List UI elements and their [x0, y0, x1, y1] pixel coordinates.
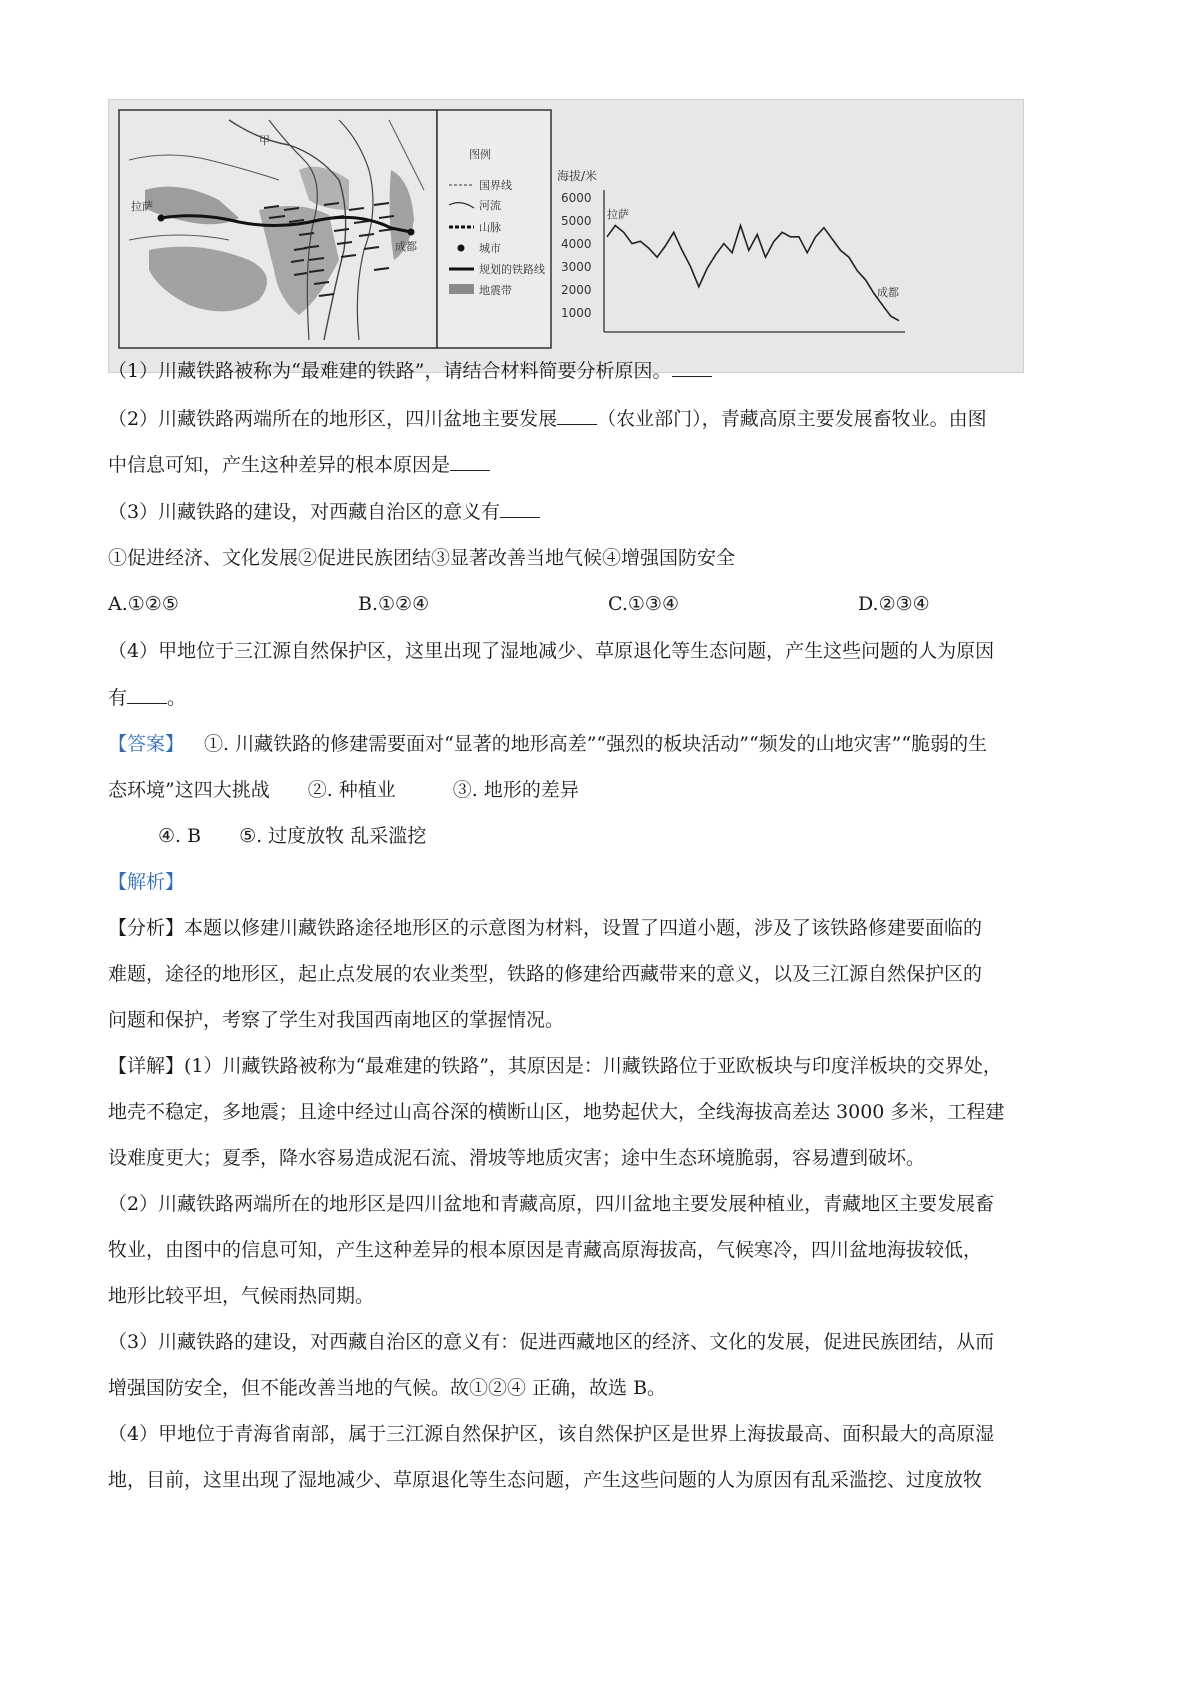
legend-item: 地震带: [479, 284, 512, 297]
legend-item: 河流: [479, 199, 501, 212]
profile-label-lhasa: 拉萨: [607, 208, 629, 221]
answer-blank: [500, 497, 540, 518]
question-4-line1: （4）甲地位于三江源自然保护区，这里出现了湿地减少、草原退化等生态问题，产生这些问题的人为原因: [108, 640, 995, 662]
option-c: C.①③④: [608, 593, 679, 615]
q3-text: （3）川藏铁路的建设，对西藏自治区的意义有: [108, 501, 501, 523]
elevation-profile: [557, 168, 905, 332]
detail-line: 地，目前，这里出现了湿地减少、草原退化等生态问题，产生这些问题的人为原因有乱采滥挖、过度放牧: [108, 1469, 983, 1491]
question-3: [108, 497, 1100, 526]
detail-line: 地壳不稳定，多地震；且途中经过山高谷深的横断山区，地势起伏大，全线海拔高差达 3000 多米，工程建: [108, 1101, 1005, 1123]
option-b: B.①②④: [358, 593, 430, 615]
answer-line3: ④. B ⑤. 过度放牧 乱采滥挖: [158, 825, 427, 847]
map-label-lhasa: 拉萨: [131, 200, 153, 213]
map-label-chengdu: 成都: [395, 240, 417, 253]
answer-label: 【答案】: [108, 733, 185, 755]
answer-blank: [557, 404, 597, 425]
ytick-label: 6000: [561, 191, 592, 205]
legend-item: 城市: [479, 242, 501, 255]
ytick-label: 5000: [561, 214, 592, 228]
q2-text-a: （2）川藏铁路两端所在的地形区，四川盆地主要发展: [108, 408, 558, 430]
answer-line2: 态环境”这四大挑战 ②. 种植业 ③. 地形的差异: [108, 779, 579, 801]
answer-blank: [672, 356, 712, 377]
detail-line: 设难度更大；夏季，降水容易造成泥石流、滑坡等地质灾害；途中生态环境脆弱，容易遭到破坏。: [108, 1147, 926, 1169]
q1-text: （1）川藏铁路被称为“最难建的铁路”，请结合材料简要分析原因。: [108, 360, 672, 382]
city-chengdu-dot: [408, 229, 415, 236]
legend-item: 山脉: [479, 221, 501, 234]
ytick-label: 4000: [561, 237, 592, 251]
detail-line: （2）川藏铁路两端所在的地形区是四川盆地和青藏高原，四川盆地主要发展种植业，青藏地区主要发展畜: [108, 1193, 995, 1215]
detail-line: 增强国防安全，但不能改善当地的气候。故①②④ 正确，故选 B。: [108, 1377, 667, 1399]
detail-line: 牧业，由图中的信息可知，产生这种差异的根本原因是青藏高原海拔高，气候寒冷，四川盆地海拔较低，: [108, 1239, 983, 1261]
question-2-line2: [108, 450, 1100, 479]
detail-line: （4）甲地位于青海省南部，属于三江源自然保护区，该自然保护区是世界上海拔最高、面积最大的高原湿: [108, 1423, 995, 1445]
legend-symbol-city: [458, 245, 465, 252]
answer-blank: [450, 450, 490, 471]
q4-end: 。: [167, 687, 187, 709]
ytick-label: 2000: [561, 283, 592, 297]
analysis-label: 【解析】: [108, 871, 185, 893]
option-a: A.①②⑤: [108, 593, 179, 615]
ytick-label: 3000: [561, 260, 592, 274]
legend-item: 规划的铁路线: [479, 263, 545, 276]
analysis-fenxi-2: 难题，途径的地形区，起止点发展的农业类型，铁路的修建给西藏带来的意义，以及三江源自然保护区的: [108, 963, 983, 985]
option-d: D.②③④: [858, 593, 930, 615]
question-4-line2: [108, 683, 1100, 712]
q4-text: 有: [108, 687, 128, 709]
answer-blank: [127, 683, 167, 704]
q2-text-b: （农业部门），青藏高原主要发展畜牧业。由图: [597, 408, 987, 430]
map-label-place-a: 甲: [259, 134, 270, 147]
ytick-label: 1000: [561, 306, 592, 320]
legend-symbol-earthquake: [449, 284, 474, 294]
analysis-fenxi-3: 问题和保护，考察了学生对我国西南地区的掌握情况。: [108, 1009, 565, 1031]
profile-ylabel: 海拔/米: [557, 169, 598, 183]
question-3-items: ①促进经济、文化发展②促进民族团结③显著改善当地气候④增强国防安全: [108, 547, 736, 569]
legend-title: 图例: [469, 148, 491, 161]
figure-svg: [109, 100, 1023, 372]
answer-line1: [108, 730, 1100, 758]
answer-text-1: ①. 川藏铁路的修建需要面对“显著的地形高差”“强烈的板块活动”“频发的山地灾害”“脆弱的生: [204, 733, 988, 755]
profile-line: [607, 226, 899, 321]
profile-label-chengdu: 成都: [877, 286, 899, 299]
analysis-fenxi-1: 【分析】本题以修建川藏铁路途径地形区的示意图为材料，设置了四道小题，涉及了该铁路修建要面临的: [108, 917, 983, 939]
question-1: [108, 356, 1100, 385]
legend-item: 国界线: [479, 179, 512, 192]
detail-line: 【详解】(1）川藏铁路被称为“最难建的铁路”，其原因是：川藏铁路位于亚欧板块与印度洋板块的交界处，: [108, 1055, 1002, 1077]
q2-text-c: 中信息可知，产生这种差异的根本原因是: [108, 454, 451, 476]
detail-line: （3）川藏铁路的建设，对西藏自治区的意义有：促进西藏地区的经济、文化的发展，促进民族团结，从而: [108, 1331, 995, 1353]
city-lhasa-dot: [158, 215, 165, 222]
detail-line: 地形比较平坦，气候雨热同期。: [108, 1285, 375, 1307]
question-2-line1: [108, 404, 1100, 433]
railway-figure: [108, 99, 1024, 373]
question-3-options: [108, 590, 1100, 618]
